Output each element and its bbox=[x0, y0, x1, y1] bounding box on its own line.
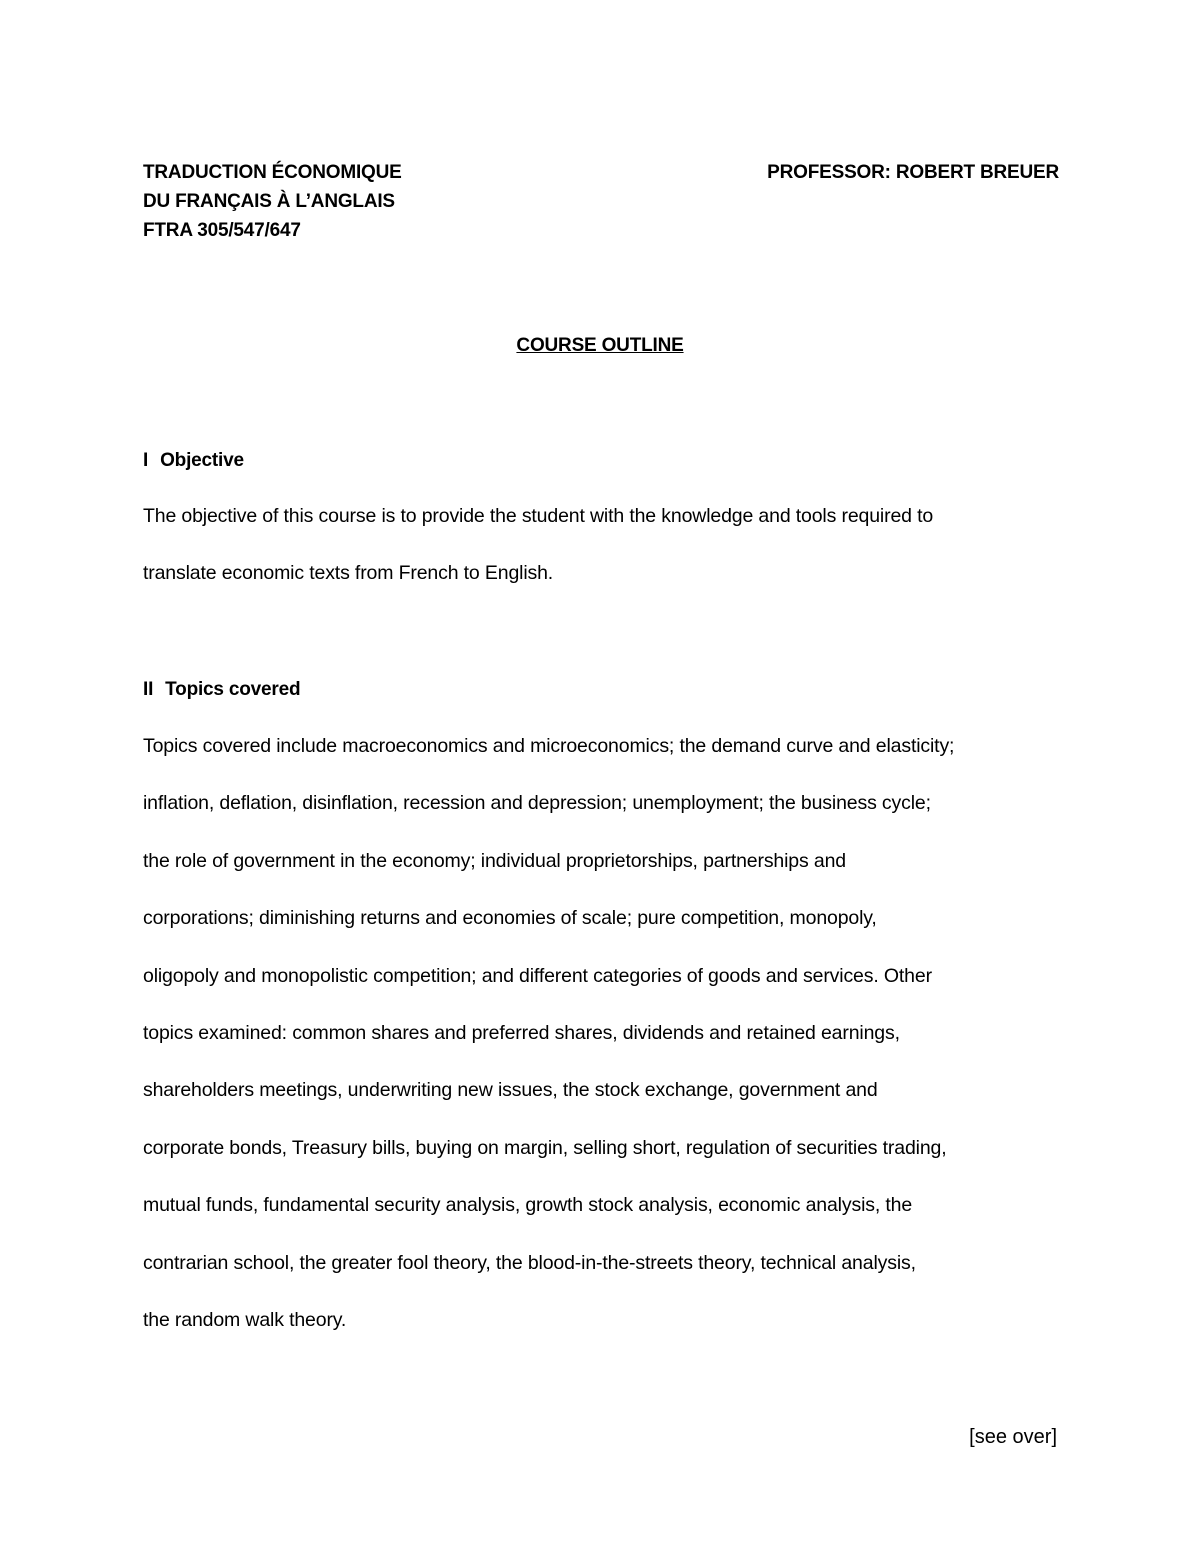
paragraph-line: translate economic texts from French to English. bbox=[143, 562, 554, 585]
see-over-note: [see over] bbox=[969, 1426, 1057, 1448]
paragraph-line: the random walk theory. bbox=[143, 1309, 347, 1332]
course-title-line-1: TRADUCTION ÉCONOMIQUE bbox=[143, 162, 402, 183]
course-title-block bbox=[143, 158, 402, 245]
paragraph-line: shareholders meetings, underwriting new issues, the stock exchange, government and bbox=[143, 1079, 878, 1102]
topics-paragraph bbox=[143, 718, 1073, 1349]
objective-paragraph bbox=[143, 488, 1073, 603]
paragraph-line: corporations; diminishing returns and economies of scale; pure competition, monopoly, bbox=[143, 907, 877, 930]
page-title: COURSE OUTLINE bbox=[516, 335, 684, 356]
section-title: Objective bbox=[160, 450, 244, 471]
professor-name: PROFESSOR: ROBERT BREUER bbox=[767, 162, 1059, 183]
paragraph-line: corporate bonds, Treasury bills, buying on margin, selling short, regulation of securities trading, bbox=[143, 1136, 947, 1159]
paragraph-line: the role of government in the economy; individual proprietorships, partnerships and bbox=[143, 849, 846, 872]
paragraph-line: Topics covered include macroeconomics and microeconomics; the demand curve and elasticity; bbox=[143, 735, 955, 757]
course-code: FTRA 305/547/647 bbox=[143, 220, 301, 241]
section-heading-objective bbox=[143, 446, 244, 475]
paragraph-line: inflation, deflation, disinflation, recession and depression; unemployment; the business cycle; bbox=[143, 792, 931, 815]
paragraph-line: The objective of this course is to provide the student with the knowledge and tools required to bbox=[143, 505, 934, 527]
paragraph-line: topics examined: common shares and preferred shares, dividends and retained earnings, bbox=[143, 1022, 900, 1045]
paragraph-line: oligopoly and monopolistic competition; and different categories of goods and services. Other bbox=[143, 964, 932, 987]
section-number: I bbox=[143, 450, 149, 471]
section-heading-topics bbox=[143, 675, 300, 704]
section-title: Topics covered bbox=[165, 679, 301, 700]
course-title-line-2: DU FRANÇAIS À L’ANGLAIS bbox=[143, 191, 395, 212]
paragraph-line: contrarian school, the greater fool theory, the blood-in-the-streets theory, technical analysis, bbox=[143, 1251, 916, 1274]
paragraph-line: mutual funds, fundamental security analysis, growth stock analysis, economic analysis, the bbox=[143, 1194, 913, 1217]
section-number: II bbox=[143, 679, 154, 700]
